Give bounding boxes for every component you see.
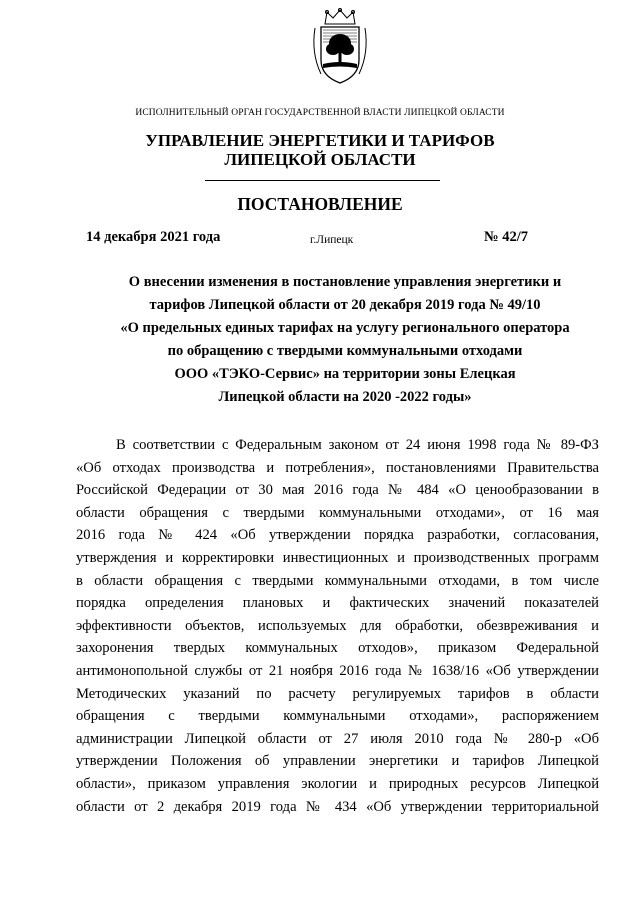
- body-line: области обращения с твердыми коммунальными отходами», от 16 мая: [76, 504, 599, 521]
- body-line: в области обращения с твердыми коммунальными отходами, в том числе: [76, 572, 599, 589]
- body-line: утверждения и корректировки инвестиционных и производственных программ: [76, 549, 599, 566]
- department-line: ЛИПЕЦКОЙ ОБЛАСТИ: [224, 150, 416, 169]
- department-line: УПРАВЛЕНИЕ ЭНЕРГЕТИКИ И ТАРИФОВ: [145, 131, 495, 150]
- body-line: Методических указаний по расчету регулируемых тарифов в области: [76, 685, 599, 702]
- issuing-authority: ИСПОЛНИТЕЛЬНЫЙ ОРГАН ГОСУДАРСТВЕННОЙ ВЛАСТИ ЛИПЕЦКОЙ ОБЛАСТИ: [135, 108, 505, 118]
- subject-line: по обращению с твердыми коммунальными отходами: [167, 343, 523, 359]
- document-city: г.Липецк: [310, 234, 354, 246]
- body-line: «Об отходах производства и потребления», постановлениями Правительства: [76, 459, 599, 476]
- body-line: порядка определения плановых и фактических значений показателей: [76, 595, 599, 612]
- document-subject: [90, 271, 600, 409]
- body-line: области от 2 декабря 2019 года № 434 «Об утверждении территориальной: [76, 798, 599, 815]
- body-line: антимонопольной службы от 21 ноября 2016 года № 1638/16 «Об утверждении: [76, 662, 599, 679]
- header-divider: [205, 180, 440, 181]
- body-paragraph: [76, 434, 599, 818]
- lipetsk-coat-of-arms-icon: [297, 8, 383, 86]
- body-line: В соответствии с Федеральным законом от 24 июня 1998 года № 89-ФЗ: [116, 437, 599, 453]
- body-line: обращения с твердыми коммунальными отходами», распоряжением: [76, 708, 599, 725]
- document-type: ПОСТАНОВЛЕНИЕ: [237, 194, 403, 214]
- body-line: Российской Федерации от 30 мая 2016 года № 484 «О ценообразовании в: [76, 482, 599, 499]
- body-line: захоронения твердых коммунальных отходов», приказом Федеральной: [76, 640, 599, 657]
- subject-line: ООО «ТЭКО-Сервис» на территории зоны Елецкая: [174, 366, 516, 382]
- subject-line: «О предельных единых тарифах на услугу регионального оператора: [120, 320, 570, 336]
- document-number: № 42/7: [484, 229, 528, 245]
- subject-line: О внесении изменения в постановление управления энергетики и: [128, 274, 562, 290]
- body-line: эффективности объектов, используемых для обработки, обезвреживания и: [76, 617, 599, 634]
- body-line: утверждении Положения об управлении энергетики и тарифов Липецкой: [76, 753, 599, 770]
- subject-line: Липецкой области на 2020 -2022 годы»: [218, 389, 472, 405]
- body-line: 2016 года № 424 «Об утверждении порядка разработки, согласования,: [76, 527, 599, 544]
- department-name: [0, 131, 640, 169]
- document-date: 14 декабря 2021 года: [86, 229, 221, 245]
- body-line: администрации Липецкой области от 27 июля 2010 года № 280-р «Об: [76, 730, 599, 747]
- body-line: области», приказом управления экологии и природных ресурсов Липецкой: [76, 775, 599, 792]
- subject-line: тарифов Липецкой области от 20 декабря 2019 года № 49/10: [149, 297, 541, 313]
